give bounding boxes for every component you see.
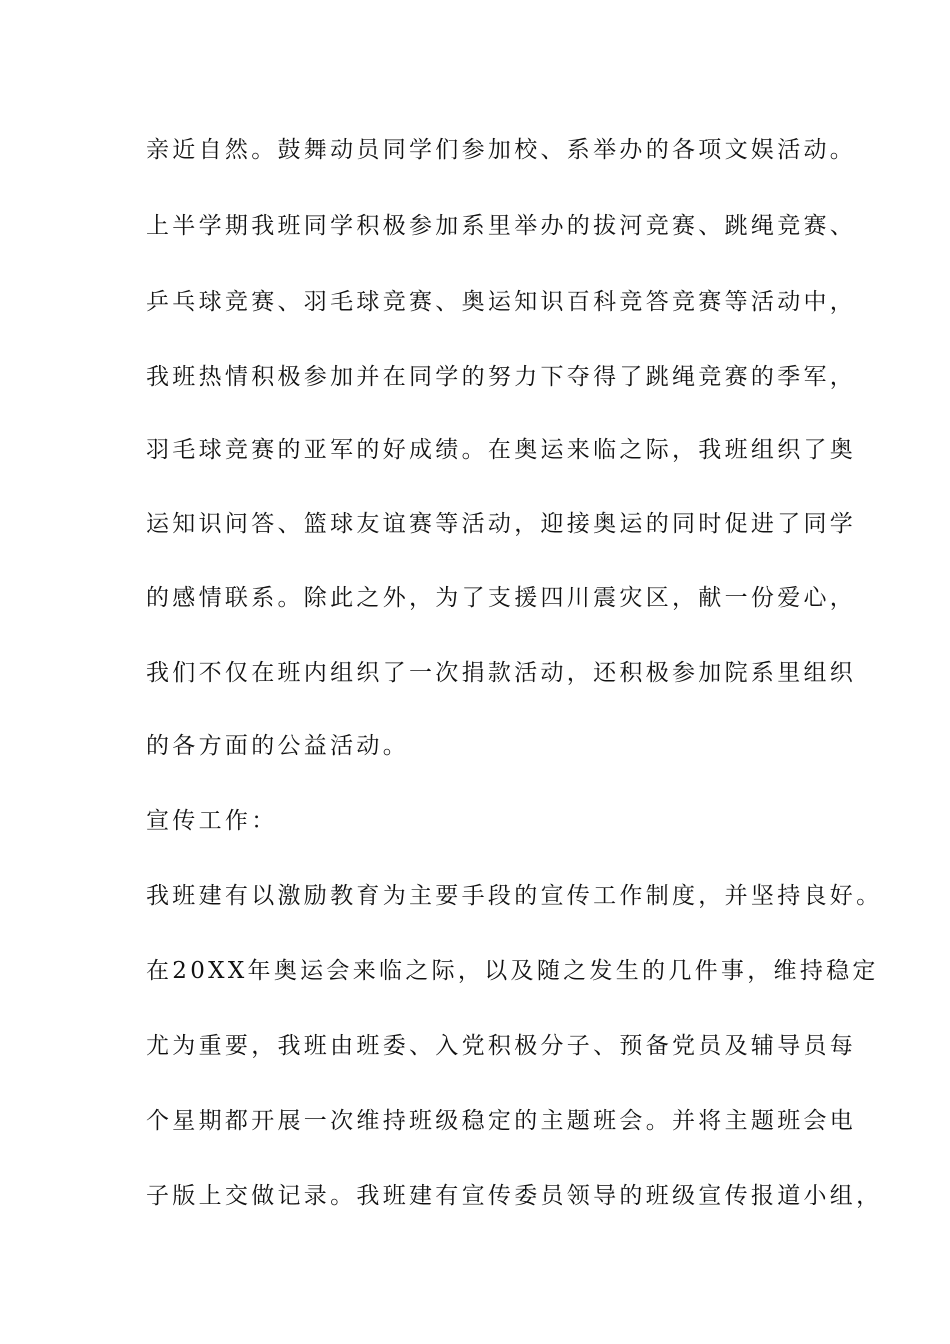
text-line-5: 羽毛球竞赛的亚军的好成绩。在奥运来临之际，我班组织了奥 xyxy=(146,437,857,463)
text-line-4: 我班热情积极参加并在同学的努力下夺得了跳绳竞赛的季军， xyxy=(146,364,857,390)
text-line-7: 的感情联系。除此之外，为了支援四川震灾区，献一份爱心， xyxy=(146,585,857,611)
text-line-3: 乒乓球竞赛、羽毛球竞赛、奥运知识百科竞答竞赛等活动中， xyxy=(146,289,857,315)
text-line-1: 亲近自然。鼓舞动员同学们参加校、系举办的各项文娱活动。 xyxy=(146,137,857,163)
text-line-11: 我班建有以激励教育为主要手段的宣传工作制度，并坚持良好。 xyxy=(146,883,883,909)
text-line-2: 上半学期我班同学积极参加系里举办的拔河竞赛、跳绳竞赛、 xyxy=(146,213,857,239)
text-line-14: 个星期都开展一次维持班级稳定的主题班会。并将主题班会电 xyxy=(146,1108,857,1134)
text-line-13: 尤为重要，我班由班委、入党积极分子、预备党员及辅导员每 xyxy=(146,1033,857,1059)
text-line-6: 运知识问答、篮球友谊赛等活动，迎接奥运的同时促进了同学 xyxy=(146,511,857,537)
text-line-12: 在20XX年奥运会来临之际，以及随之发生的几件事，维持稳定 xyxy=(146,958,879,984)
text-line-8: 我们不仅在班内组织了一次捐款活动，还积极参加院系里组织 xyxy=(146,660,857,686)
text-line-9: 的各方面的公益活动。 xyxy=(146,733,409,759)
section-heading: 宣传工作： xyxy=(146,808,278,834)
text-line-15: 子版上交做记录。我班建有宣传委员领导的班级宣传报道小组， xyxy=(146,1183,883,1209)
